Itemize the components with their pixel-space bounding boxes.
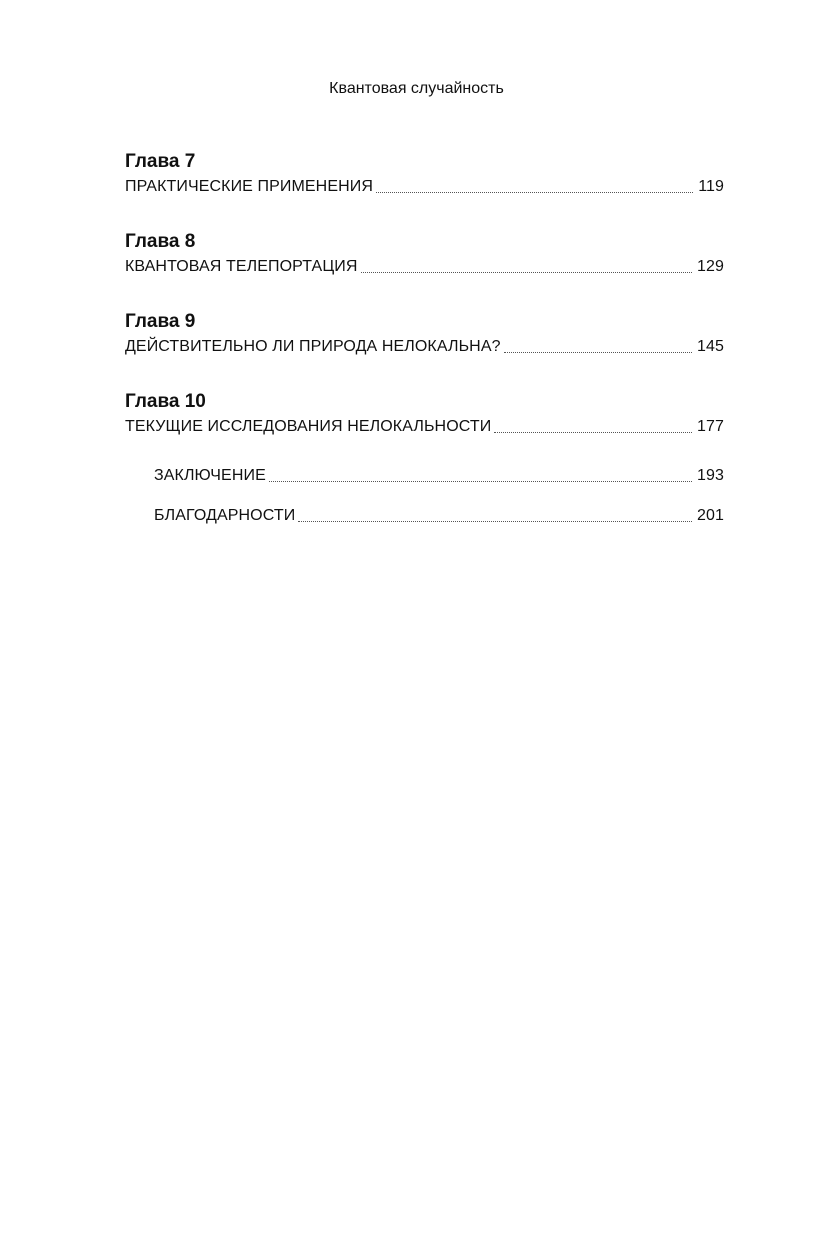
chapter-label: Глава 9 <box>125 311 196 332</box>
dot-leader <box>376 192 693 193</box>
toc-entry-title: ЗАКЛЮЧЕНИЕ <box>154 467 266 484</box>
dot-leader <box>504 352 692 353</box>
toc-back-item-acknowledgements <box>125 505 724 545</box>
toc-entry-title: ПРАКТИЧЕСКИЕ ПРИМЕНЕНИЯ <box>125 178 374 195</box>
chapter-label: Глава 7 <box>125 151 196 172</box>
toc-entry[interactable] <box>125 416 724 438</box>
dot-leader <box>361 272 692 273</box>
chapter-label: Глава 10 <box>125 391 206 412</box>
toc-entry[interactable] <box>154 465 724 487</box>
toc-page-number: 119 <box>698 178 724 195</box>
toc-entry-title: БЛАГОДАРНОСТИ <box>154 507 296 524</box>
toc-back-item-conclusion <box>125 465 724 505</box>
toc-page-number: 177 <box>697 418 724 435</box>
toc-entry[interactable] <box>125 256 724 278</box>
toc-page-number: 129 <box>697 258 724 275</box>
toc-chapter-8 <box>125 230 724 310</box>
toc-back-matter <box>125 465 724 545</box>
dot-leader <box>269 481 692 482</box>
toc-page-number: 145 <box>697 338 724 355</box>
dot-leader <box>494 432 692 433</box>
running-head: Квантовая случайность <box>329 80 504 97</box>
toc-chapter-9 <box>125 310 724 390</box>
toc-entry[interactable] <box>125 336 724 358</box>
chapter-label: Глава 8 <box>125 231 196 252</box>
toc-entry-title: ТЕКУЩИЕ ИССЛЕДОВАНИЯ НЕЛОКАЛЬНОСТИ <box>125 418 492 435</box>
toc-entry-title: КВАНТОВАЯ ТЕЛЕПОРТАЦИЯ <box>125 258 358 275</box>
toc-page-number: 193 <box>697 467 724 484</box>
toc-entry[interactable] <box>125 176 724 198</box>
toc-entry[interactable] <box>154 505 724 527</box>
toc-page-number: 201 <box>697 507 724 524</box>
toc-chapter-10 <box>125 390 724 470</box>
toc-chapter-7 <box>125 150 724 230</box>
toc-entry-title: ДЕЙСТВИТЕЛЬНО ЛИ ПРИРОДА НЕЛОКАЛЬНА? <box>125 338 501 355</box>
dot-leader <box>298 521 692 522</box>
table-of-contents <box>125 150 724 545</box>
